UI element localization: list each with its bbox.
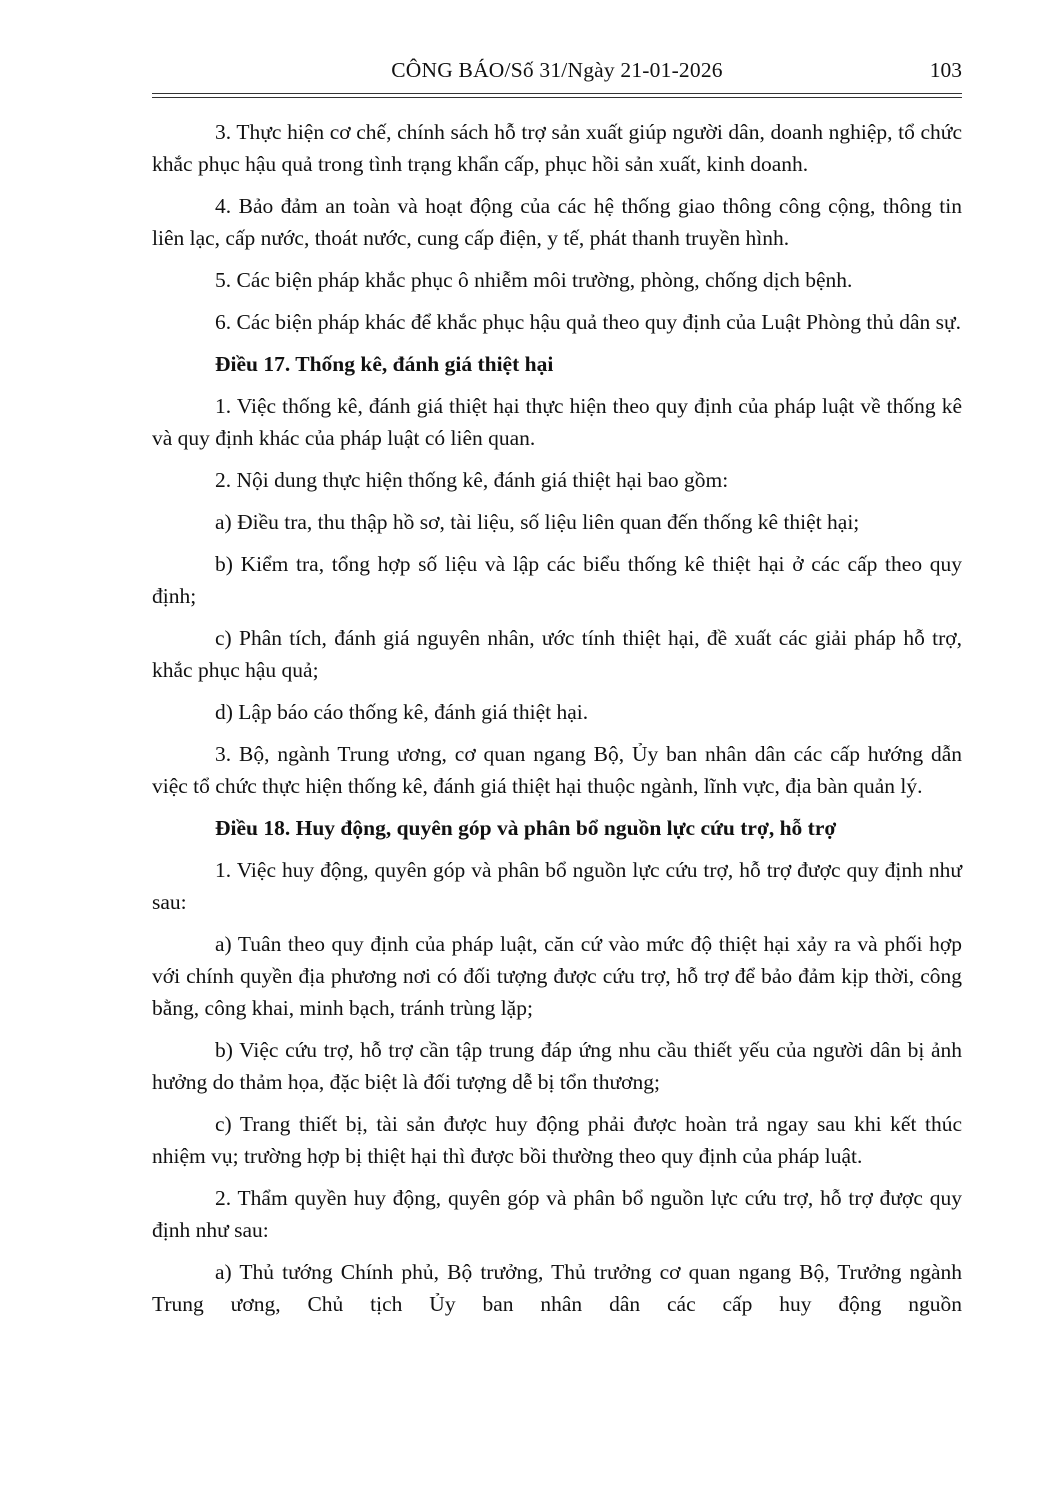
page-number: 103 (929, 58, 962, 82)
paragraph: a) Tuân theo quy định của pháp luật, căn cứ vào mức độ thiệt hại xảy ra và phối hợp với chính quyền địa phương nơi có đối tượng được cứu trợ, hỗ trợ để bảo đảm kịp thời, công bằng, công khai, minh bạch, tránh trùng lặp; (152, 932, 962, 1020)
paragraph: 6. Các biện pháp khác để khắc phục hậu quả theo quy định của Luật Phòng thủ dân sự. (215, 310, 962, 334)
article-heading: Điều 18. Huy động, quyên góp và phân bổ nguồn lực cứu trợ, hỗ trợ (215, 816, 837, 840)
paragraph: 2. Nội dung thực hiện thống kê, đánh giá thiệt hại bao gồm: (215, 468, 729, 492)
paragraph: 1. Việc thống kê, đánh giá thiệt hại thực hiện theo quy định của pháp luật về thống kê và quy định khác của pháp luật có liên quan. (152, 394, 962, 450)
paragraph: d) Lập báo cáo thống kê, đánh giá thiệt hại. (215, 700, 589, 724)
header-rule-top (152, 93, 962, 94)
paragraph: 5. Các biện pháp khắc phục ô nhiễm môi trường, phòng, chống dịch bệnh. (215, 268, 853, 292)
gazette-title: CÔNG BÁO/Số 31/Ngày 21-01-2026 (391, 58, 723, 82)
article-heading: Điều 17. Thống kê, đánh giá thiệt hại (215, 352, 554, 376)
paragraph: b) Kiểm tra, tổng hợp số liệu và lập các biểu thống kê thiệt hại ở các cấp theo quy định; (152, 552, 962, 608)
paragraph: c) Phân tích, đánh giá nguyên nhân, ước tính thiệt hại, đề xuất các giải pháp hỗ trợ, khắc phục hậu quả; (152, 626, 962, 682)
paragraph: c) Trang thiết bị, tài sản được huy động phải được hoàn trả ngay sau khi kết thúc nhiệm vụ; trường hợp bị thiệt hại thì được bồi thường theo quy định của pháp luật. (152, 1112, 962, 1168)
paragraph: 4. Bảo đảm an toàn và hoạt động của các hệ thống giao thông công cộng, thông tin liên lạc, cấp nước, thoát nước, cung cấp điện, y tế, phát thanh truyền hình. (152, 194, 962, 250)
paragraph: 2. Thẩm quyền huy động, quyên góp và phân bổ nguồn lực cứu trợ, hỗ trợ được quy định như sau: (152, 1186, 962, 1242)
document-body (152, 116, 962, 1320)
paragraph: b) Việc cứu trợ, hỗ trợ cần tập trung đáp ứng nhu cầu thiết yếu của người dân bị ảnh hưởng do thảm họa, đặc biệt là đối tượng dễ bị tổn thương; (152, 1038, 962, 1094)
paragraph: 3. Bộ, ngành Trung ương, cơ quan ngang Bộ, Ủy ban nhân dân các cấp hướng dẫn việc tổ chức thực hiện thống kê, đánh giá thiệt hại thuộc ngành, lĩnh vực, địa bàn quản lý. (152, 742, 962, 798)
paragraph: a) Điều tra, thu thập hồ sơ, tài liệu, số liệu liên quan đến thống kê thiệt hại; (215, 510, 860, 534)
header-rule-bottom (152, 97, 962, 98)
paragraph: a) Thủ tướng Chính phủ, Bộ trưởng, Thủ trưởng cơ quan ngang Bộ, Trưởng ngành Trung ương, Chủ tịch Ủy ban nhân dân các cấp huy động nguồn (152, 1260, 962, 1316)
paragraph: 3. Thực hiện cơ chế, chính sách hỗ trợ sản xuất giúp người dân, doanh nghiệp, tổ chức khắc phục hậu quả trong tình trạng khẩn cấp, phục hồi sản xuất, kinh doanh. (152, 120, 962, 176)
paragraph: 1. Việc huy động, quyên góp và phân bổ nguồn lực cứu trợ, hỗ trợ được quy định như sau: (152, 858, 962, 914)
page-header (152, 56, 962, 92)
